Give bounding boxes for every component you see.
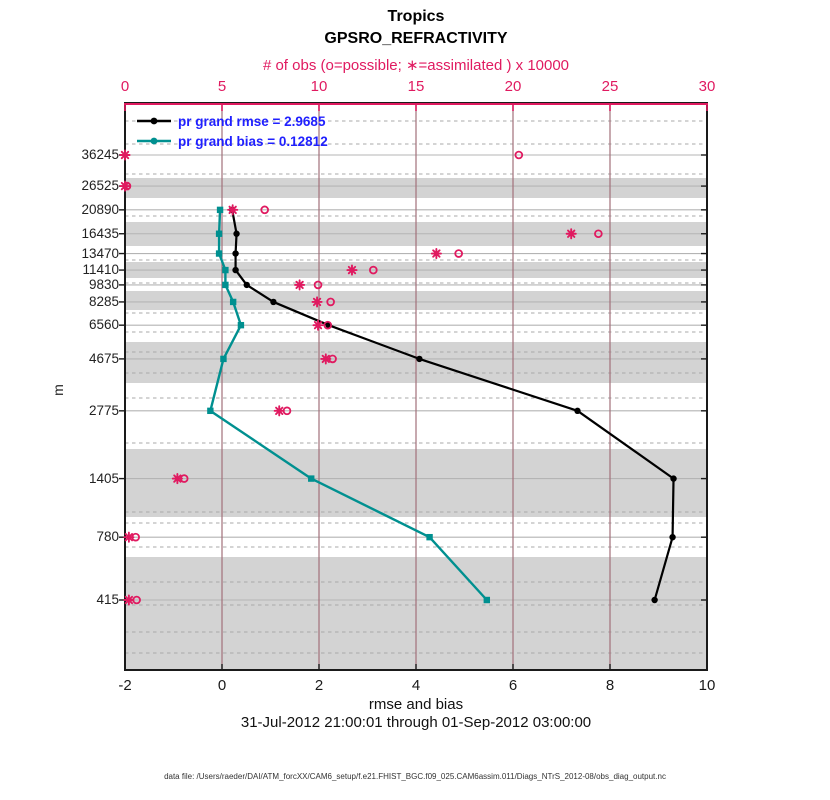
bottom-axis-label: rmse and bias xyxy=(368,696,464,713)
data-file-note: data file: /Users/raeder/DAI/ATM_forcXX/CAM6_setup/f.e21.FHIST_BGC.f09_025.CAM6assim.011/Diags_NTrS_2012-08/obs_diag_output.nc xyxy=(164,772,666,781)
y-axis-tick-label: 4675 xyxy=(88,350,119,366)
bottom-axis-tick-label: 0 xyxy=(217,677,227,694)
top-axis-tick-label: 20 xyxy=(504,78,522,95)
y-axis-tick-label: 8285 xyxy=(88,293,119,309)
y-axis-tick-label: 2775 xyxy=(88,402,119,418)
bottom-axis-tick-label: 8 xyxy=(605,677,615,694)
y-axis-tick-label: 36245 xyxy=(81,147,119,162)
rmse-point-marker xyxy=(574,408,580,414)
rmse-point-marker xyxy=(670,475,676,481)
bottom-axis-tick-label: 4 xyxy=(411,677,421,694)
y-axis-tick-label: 6560 xyxy=(88,317,119,333)
bias-point-marker xyxy=(426,534,432,540)
top-axis-tick-label: 10 xyxy=(310,78,328,95)
legend-item-rmse xyxy=(136,111,328,131)
bottom-axis-tick-label: 10 xyxy=(698,677,716,694)
rmse-point-marker xyxy=(416,356,422,362)
top-axis-tick-label: 30 xyxy=(698,78,716,95)
top-axis-tick-label: 25 xyxy=(601,78,619,95)
bias-point-marker xyxy=(222,267,228,273)
page-subtitle: GPSRO_REFRACTIVITY xyxy=(324,30,508,47)
rmse-point-marker xyxy=(270,299,276,305)
bottom-axis-tick-label: 2 xyxy=(314,677,324,694)
page-title: Tropics xyxy=(387,8,445,25)
y-axis-tick-label: 11410 xyxy=(82,262,119,278)
bias-point-marker xyxy=(230,299,236,305)
legend-bias-label: pr grand bias = 0.12812 xyxy=(178,133,328,149)
assimilated-obs-marker xyxy=(124,533,133,542)
assimilated-obs-marker xyxy=(275,406,284,415)
y-axis-tick-label: 16435 xyxy=(81,225,119,241)
y-axis-label: m xyxy=(49,384,66,396)
assimilated-obs-marker xyxy=(313,321,322,330)
bias-point-marker xyxy=(238,322,244,328)
y-axis-tick-label: 20890 xyxy=(81,201,119,217)
rmse-point-marker xyxy=(651,597,657,603)
assimilated-obs-marker xyxy=(432,249,441,258)
assimilated-obs-marker xyxy=(124,595,133,604)
assimilated-obs-marker xyxy=(120,150,129,159)
assimilated-obs-marker xyxy=(120,181,129,190)
legend xyxy=(136,111,328,151)
bias-point-marker xyxy=(216,231,222,237)
plot-area xyxy=(125,103,707,670)
rmse-point-marker xyxy=(232,267,238,273)
assimilated-obs-marker xyxy=(347,265,356,274)
assimilated-obs-marker xyxy=(295,280,304,289)
bias-point-marker xyxy=(308,475,314,481)
assimilated-obs-marker xyxy=(321,354,330,363)
date-range: 31-Jul-2012 21:00:01 through 01-Sep-2012 03:00:00 xyxy=(240,714,592,731)
rmse-point-marker xyxy=(233,231,239,237)
rmse-legend-marker-icon xyxy=(136,115,172,127)
bias-legend-marker-icon xyxy=(136,135,172,147)
bias-point-marker xyxy=(217,207,223,213)
legend-rmse-label: pr grand rmse = 2.9685 xyxy=(178,113,326,129)
assimilated-obs-marker xyxy=(312,297,321,306)
bias-point-marker xyxy=(216,250,222,256)
top-axis-tick-label: 5 xyxy=(217,78,227,95)
rmse-point-marker xyxy=(669,534,675,540)
y-axis-tick-label: 13470 xyxy=(81,245,119,261)
y-axis-tick-label: 9830 xyxy=(88,276,119,292)
bias-point-marker xyxy=(207,408,213,414)
bias-point-marker xyxy=(484,597,490,603)
assimilated-obs-marker xyxy=(228,205,237,214)
y-axis-tick-label: 780 xyxy=(96,529,119,545)
top-axis-tick-label: 15 xyxy=(407,78,425,95)
bottom-axis-tick-label: -2 xyxy=(118,677,132,694)
assimilated-obs-marker xyxy=(173,474,182,483)
assimilated-obs-marker xyxy=(567,229,576,238)
legend-item-bias xyxy=(136,131,328,151)
bottom-axis-tick-label: 6 xyxy=(508,677,518,694)
top-axis-label: # of obs (o=possible; ∗=assimilated ) x 10000 xyxy=(262,57,570,74)
top-axis-tick-label: 0 xyxy=(120,78,130,95)
rmse-point-marker xyxy=(232,250,238,256)
bias-point-marker xyxy=(222,282,228,288)
y-axis-tick-label: 26525 xyxy=(81,178,119,194)
bias-point-marker xyxy=(220,356,226,362)
y-axis-tick-label: 415 xyxy=(96,592,119,607)
y-axis-tick-label: 1405 xyxy=(88,470,119,486)
rmse-point-marker xyxy=(244,282,250,288)
